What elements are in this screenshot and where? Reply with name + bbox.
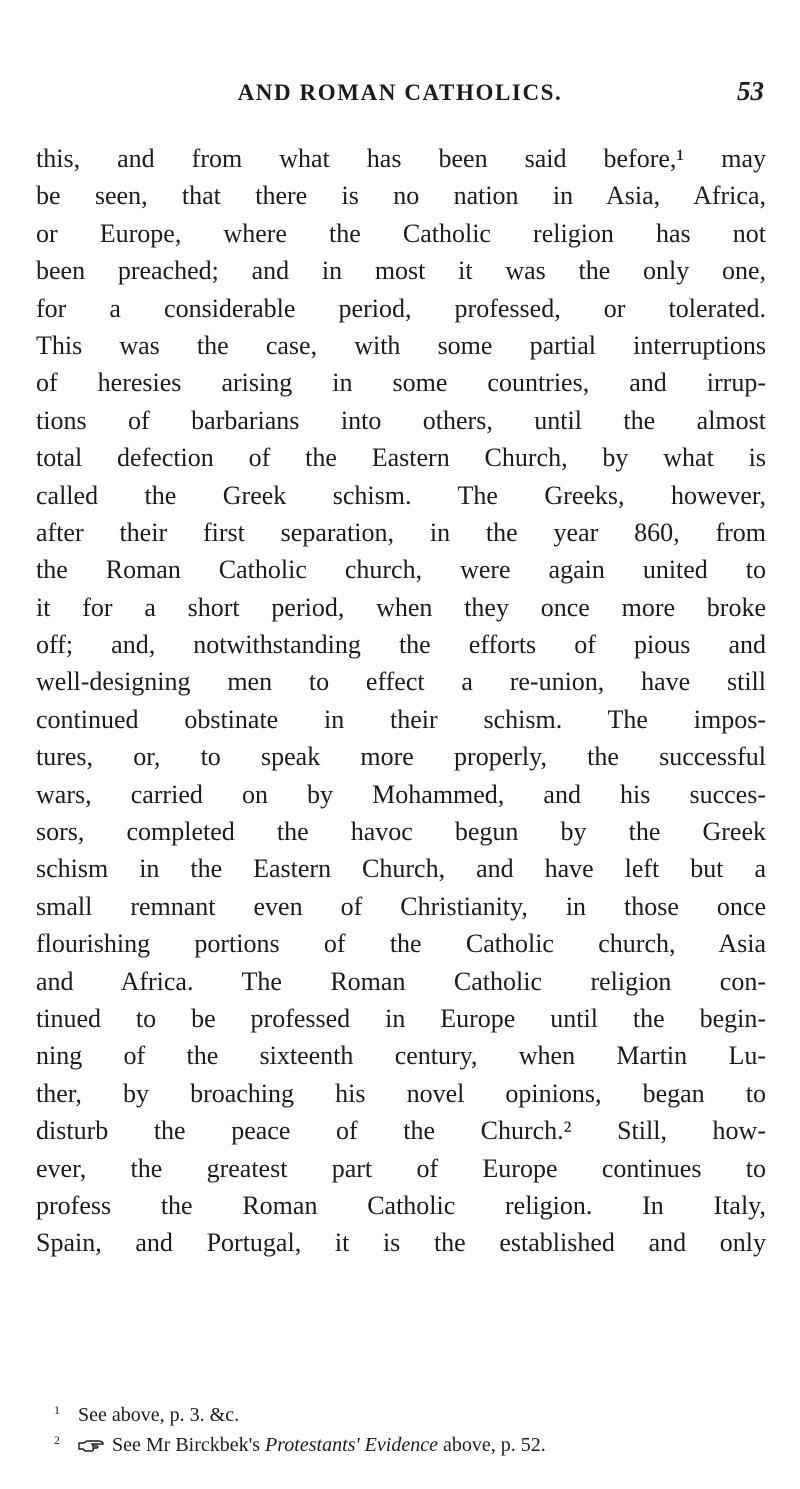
- body-text: [36, 140, 766, 1262]
- footnotes: [36, 1400, 766, 1460]
- footnote-2: [36, 1430, 766, 1460]
- body-line: small remnant even of Christianity, in those once: [36, 891, 766, 921]
- body-line: off; and, notwithstanding the efforts of pious and: [36, 630, 766, 660]
- footnote-text: See Mr Birckbek's: [112, 1434, 266, 1456]
- body-line: flourishing portions of the Catholic church, Asia: [36, 929, 766, 959]
- body-line: called the Greek schism. The Greeks, however,: [36, 480, 766, 510]
- body-line: well-designing men to effect a re-union, have still: [36, 667, 766, 697]
- body-line: for a considerable period, professed, or tolerated.: [36, 293, 766, 323]
- body-line: disturb the peace of the Church.² Still, how-: [36, 1116, 766, 1146]
- body-line: This was the case, with some partial interruptions: [36, 330, 766, 360]
- running-header: [36, 76, 764, 116]
- footnote-marker: 1: [54, 1403, 60, 1417]
- footnote-1: [36, 1400, 766, 1430]
- body-line: this, and from what has been said before,¹ may: [36, 144, 766, 173]
- body-line: it for a short period, when they once more broke: [36, 592, 766, 622]
- footnote-text-tail: above, p. 52.: [437, 1434, 546, 1456]
- body-line: profess the Roman Catholic religion. In Italy,: [36, 1190, 766, 1220]
- body-line: wars, carried on by Mohammed, and his succes-: [36, 779, 766, 809]
- body-line: after their first separation, in the year 860, from: [36, 517, 766, 547]
- body-line: tinued to be professed in Europe until the begin-: [36, 1003, 766, 1033]
- body-line: tures, or, to speak more properly, the successful: [36, 742, 766, 772]
- footnote-text: See above, p. 3. &c.: [78, 1404, 240, 1426]
- body-line: been preached; and in most it was the only one,: [36, 256, 766, 286]
- body-line: schism in the Eastern Church, and have left but a: [36, 854, 766, 884]
- footnote-marker: 2: [54, 1433, 60, 1447]
- footnote-book-title: Protestants' Evidence: [265, 1434, 438, 1456]
- body-line: total defection of the Eastern Church, by what is: [36, 443, 766, 473]
- body-line: or Europe, where the Catholic religion has not: [36, 218, 766, 248]
- body-line: sors, completed the havoc begun by the Greek: [36, 817, 766, 847]
- page-number: 53: [737, 76, 764, 106]
- body-line: Spain, and Portugal, it is the established and only: [36, 1228, 766, 1258]
- body-line: ther, by broaching his novel opinions, began to: [36, 1078, 766, 1108]
- body-line: continued obstinate in their schism. The impos-: [36, 704, 766, 734]
- body-line: tions of barbarians into others, until the almost: [36, 405, 766, 435]
- body-line: and Africa. The Roman Catholic religion con-: [36, 966, 766, 996]
- pointing-hand-icon: [78, 1439, 104, 1453]
- body-line: be seen, that there is no nation in Asia, Africa,: [36, 181, 766, 211]
- running-title: AND ROMAN CATHOLICS.: [237, 80, 563, 105]
- body-line: ning of the sixteenth century, when Martin Lu-: [36, 1041, 766, 1071]
- body-line: the Roman Catholic church, were again united to: [36, 555, 766, 585]
- body-line: ever, the greatest part of Europe continues to: [36, 1153, 766, 1183]
- body-line: of heresies arising in some countries, and irrup-: [36, 368, 766, 398]
